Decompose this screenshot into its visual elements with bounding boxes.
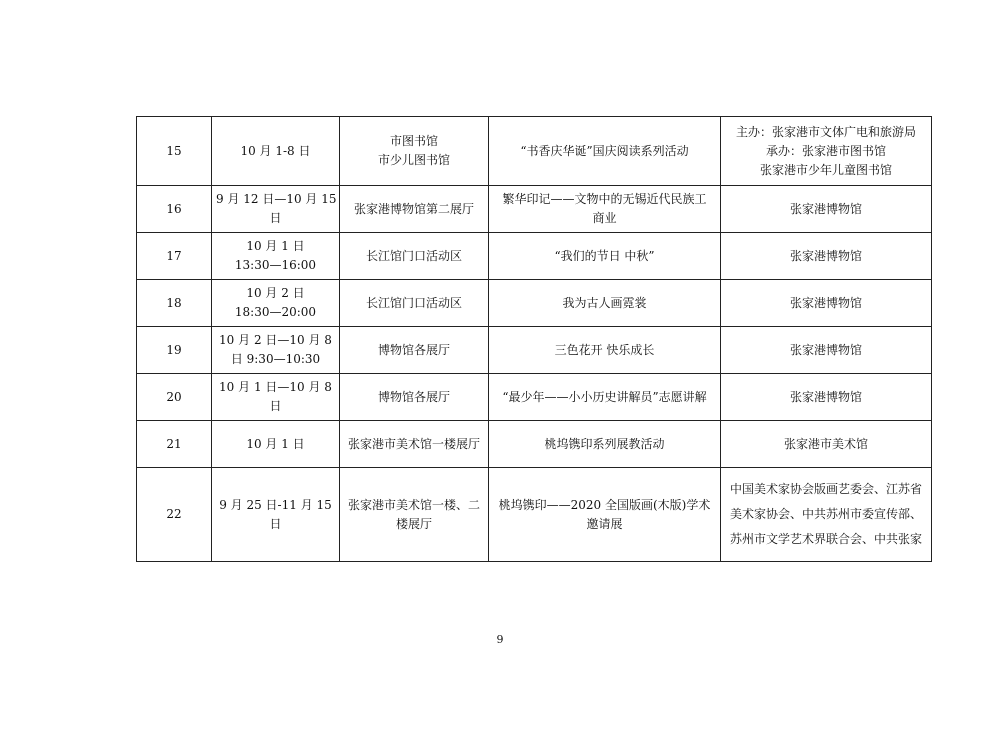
row-number-cell: 21 — [137, 421, 212, 468]
venue-cell: 张家港市美术馆一楼展厅 — [340, 421, 489, 468]
date-cell: 9 月 25 日-11 月 15 日 — [212, 468, 340, 562]
table-row — [137, 374, 932, 421]
organizer-cell: 中国美术家协会版画艺委会、江苏省 美术家协会、中共苏州市委宣传部、 苏州市文学艺术界联合会、中共张家 — [721, 468, 932, 562]
venue-cell: 张家港市美术馆一楼、二 楼展厅 — [340, 468, 489, 562]
venue-cell: 张家港博物馆第二展厅 — [340, 186, 489, 233]
activity-cell: 桃坞镌印系列展教活动 — [489, 421, 721, 468]
table-row — [137, 117, 932, 186]
venue-cell: 博物馆各展厅 — [340, 327, 489, 374]
row-number-cell: 22 — [137, 468, 212, 562]
table-row — [137, 186, 932, 233]
table-row — [137, 421, 932, 468]
date-cell: 9 月 12 日—10 月 15 日 — [212, 186, 340, 233]
date-cell: 10 月 1 日 13:30—16:00 — [212, 233, 340, 280]
activity-cell: “最少年——小小历史讲解员”志愿讲解 — [489, 374, 721, 421]
table-row — [137, 327, 932, 374]
date-cell: 10 月 2 日—10 月 8 日 9:30—10:30 — [212, 327, 340, 374]
organizer-cell: 张家港博物馆 — [721, 233, 932, 280]
table-row — [137, 468, 932, 562]
table-row — [137, 280, 932, 327]
row-number-cell: 17 — [137, 233, 212, 280]
page-number: 9 — [496, 633, 504, 646]
venue-cell: 博物馆各展厅 — [340, 374, 489, 421]
row-number-cell: 18 — [137, 280, 212, 327]
activity-cell: 我为古人画霓裳 — [489, 280, 721, 327]
organizer-cell: 张家港博物馆 — [721, 327, 932, 374]
table-row — [137, 233, 932, 280]
row-number-cell: 15 — [137, 117, 212, 186]
row-number-cell: 16 — [137, 186, 212, 233]
date-cell: 10 月 1 日 — [212, 421, 340, 468]
venue-cell: 市图书馆 市少儿图书馆 — [340, 117, 489, 186]
activity-cell: 三色花开 快乐成长 — [489, 327, 721, 374]
date-cell: 10 月 2 日 18:30—20:00 — [212, 280, 340, 327]
organizer-cell: 张家港博物馆 — [721, 280, 932, 327]
date-cell: 10 月 1 日—10 月 8 日 — [212, 374, 340, 421]
date-cell: 10 月 1-8 日 — [212, 117, 340, 186]
organizer-cell: 张家港博物馆 — [721, 374, 932, 421]
activity-cell: “我们的节日 中秋” — [489, 233, 721, 280]
activity-cell: “书香庆华诞”国庆阅读系列活动 — [489, 117, 721, 186]
venue-cell: 长江馆门口活动区 — [340, 280, 489, 327]
organizer-cell: 主办：张家港市文体广电和旅游局 承办：张家港市图书馆 张家港市少年儿童图书馆 — [721, 117, 932, 186]
activity-cell: 繁华印记——文物中的无锡近代民族工 商业 — [489, 186, 721, 233]
row-number-cell: 19 — [137, 327, 212, 374]
organizer-cell: 张家港市美术馆 — [721, 421, 932, 468]
venue-cell: 长江馆门口活动区 — [340, 233, 489, 280]
row-number-cell: 20 — [137, 374, 212, 421]
events-table — [136, 116, 932, 562]
organizer-cell: 张家港博物馆 — [721, 186, 932, 233]
activity-cell: 桃坞镌印——2020 全国版画(木版)学术 邀请展 — [489, 468, 721, 562]
